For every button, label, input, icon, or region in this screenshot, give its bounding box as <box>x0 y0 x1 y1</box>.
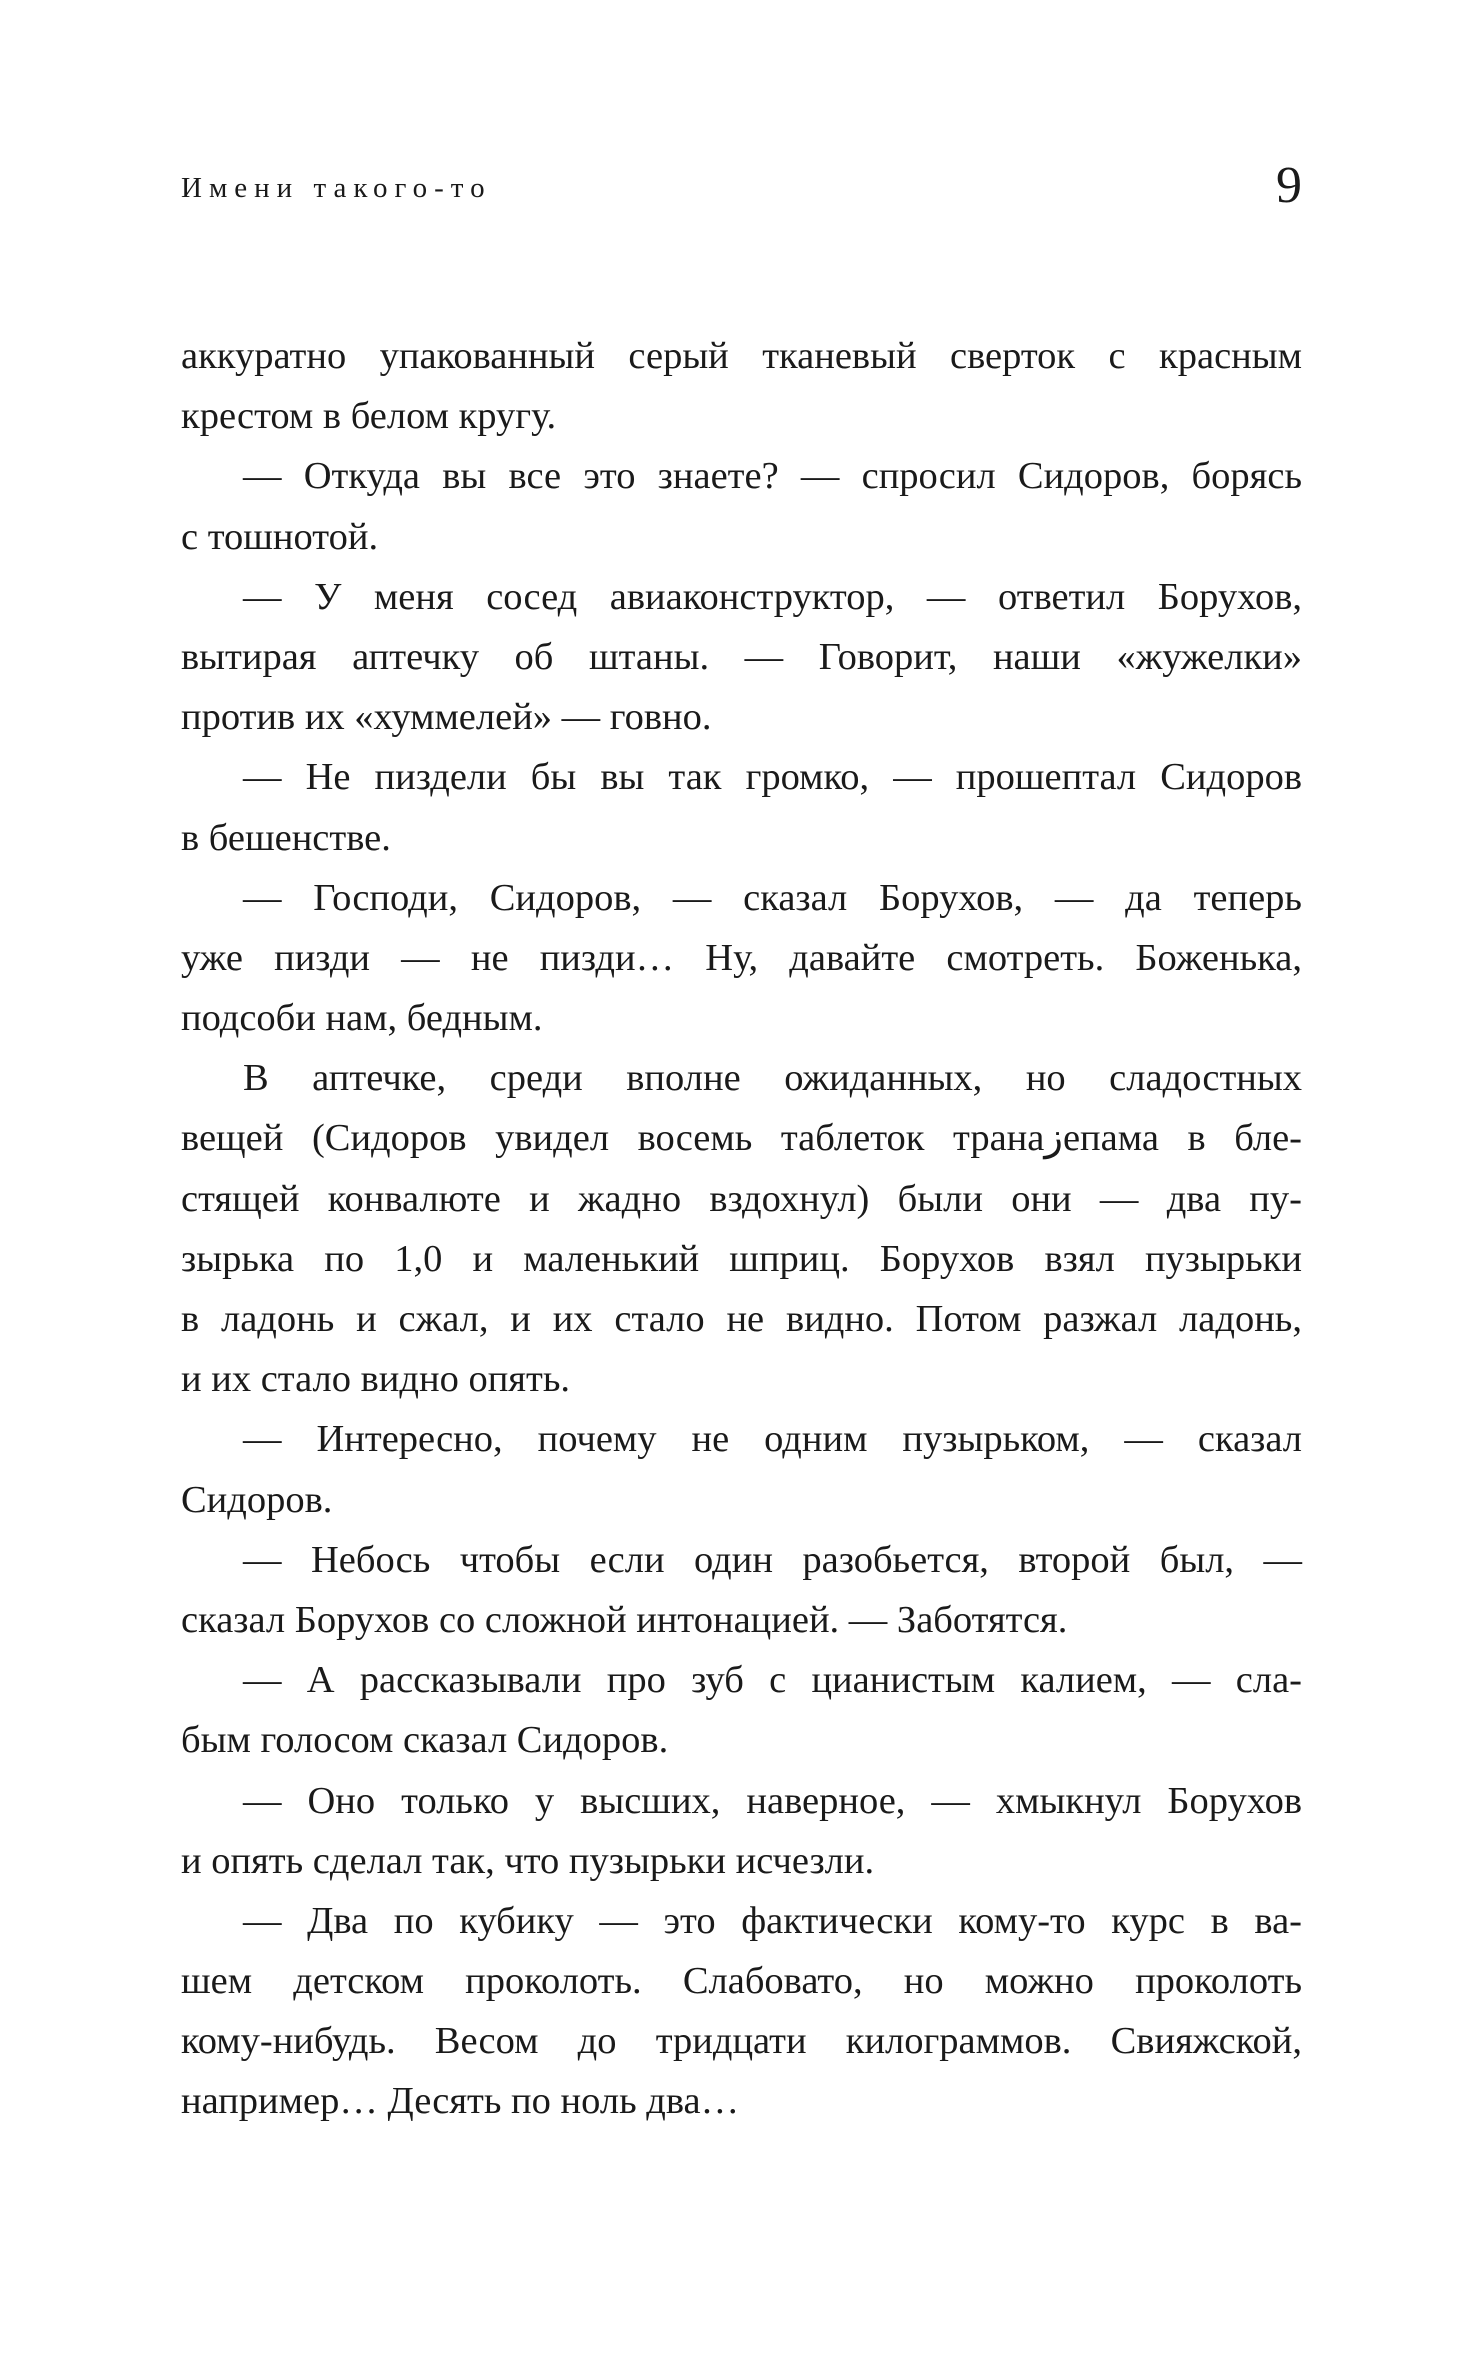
text-line: бым голосом сказал Сидоров. <box>181 1719 669 1762</box>
page-number: 9 <box>1276 157 1302 214</box>
text-line: — Небось чтобы если один разобьется, второй был, — <box>243 1538 1302 1581</box>
text-line: подсоби нам, бедным. <box>181 997 543 1040</box>
text-line: и опять сделал так, что пузырьки исчезли. <box>181 1839 875 1882</box>
text-line: — У меня сосед авиаконструктор, — ответил Борухов, <box>243 575 1302 618</box>
text-line: например… Десять по ноль два… <box>181 2080 740 2123</box>
body-text <box>181 326 1302 2132</box>
text-line: аккуратно упакованный серый тканевый сверток с красным <box>181 335 1302 377</box>
text-line: крестом в белом кругу. <box>181 395 557 438</box>
text-line: В аптечке, среди вполне ожиданных, но сладостных <box>243 1057 1302 1100</box>
text-line: кому-нибудь. Весом до тридцати килограммов. Свияжской, <box>181 2020 1302 2063</box>
text-line: зырька по 1,0 и маленький шприц. Борухов взял пузырьки <box>181 1237 1302 1280</box>
text-line: сказал Борухов со сложной интонацией. — Заботятся. <box>181 1598 1068 1641</box>
text-line: в ладонь и сжал, и их стало не видно. Потом разжал ладонь, <box>181 1298 1302 1340</box>
text-line: — Два по кубику — это фактически кому-то курс в ва- <box>243 1899 1302 1942</box>
text-line: и их стало видно опять. <box>181 1358 571 1401</box>
text-line: — Не пиздели бы вы так громко, — прошептал Сидоров <box>243 756 1302 799</box>
text-line: — Господи, Сидоров, — сказал Борухов, — да теперь <box>243 876 1302 919</box>
text-line: — Оно только у высших, наверное, — хмыкнул Борухов <box>243 1779 1302 1822</box>
text-line: — А рассказывали про зуб с цианистым калием, — сла- <box>243 1659 1302 1702</box>
text-line: против их «хуммелей» — говно. <box>181 696 712 739</box>
text-line: вытирая аптечку об штаны. — Говорит, наши «жужелки» <box>181 635 1302 678</box>
text-line: — Интересно, почему не одним пузырьком, — сказал <box>243 1418 1302 1461</box>
text-line: стящей конвалюте и жадно вздохнул) были они — два пу- <box>181 1177 1302 1220</box>
text-line: в бешенстве. <box>181 816 391 859</box>
text-line: вещей (Сидоров увидел восемь таблеток транаزепама в бле- <box>181 1117 1302 1160</box>
text-line: — Откуда вы все это знаете? — спросил Сидоров, борясь <box>243 455 1302 498</box>
running-head: Имени такого-то <box>181 172 492 204</box>
text-line: уже пизди — не пизди… Ну, давайте смотреть. Боженька, <box>181 936 1302 979</box>
text-line: Сидоров. <box>181 1478 333 1521</box>
text-line: шем детском проколоть. Слабовато, но можно проколоть <box>181 1960 1302 2003</box>
text-line: с тошнотой. <box>181 515 379 558</box>
